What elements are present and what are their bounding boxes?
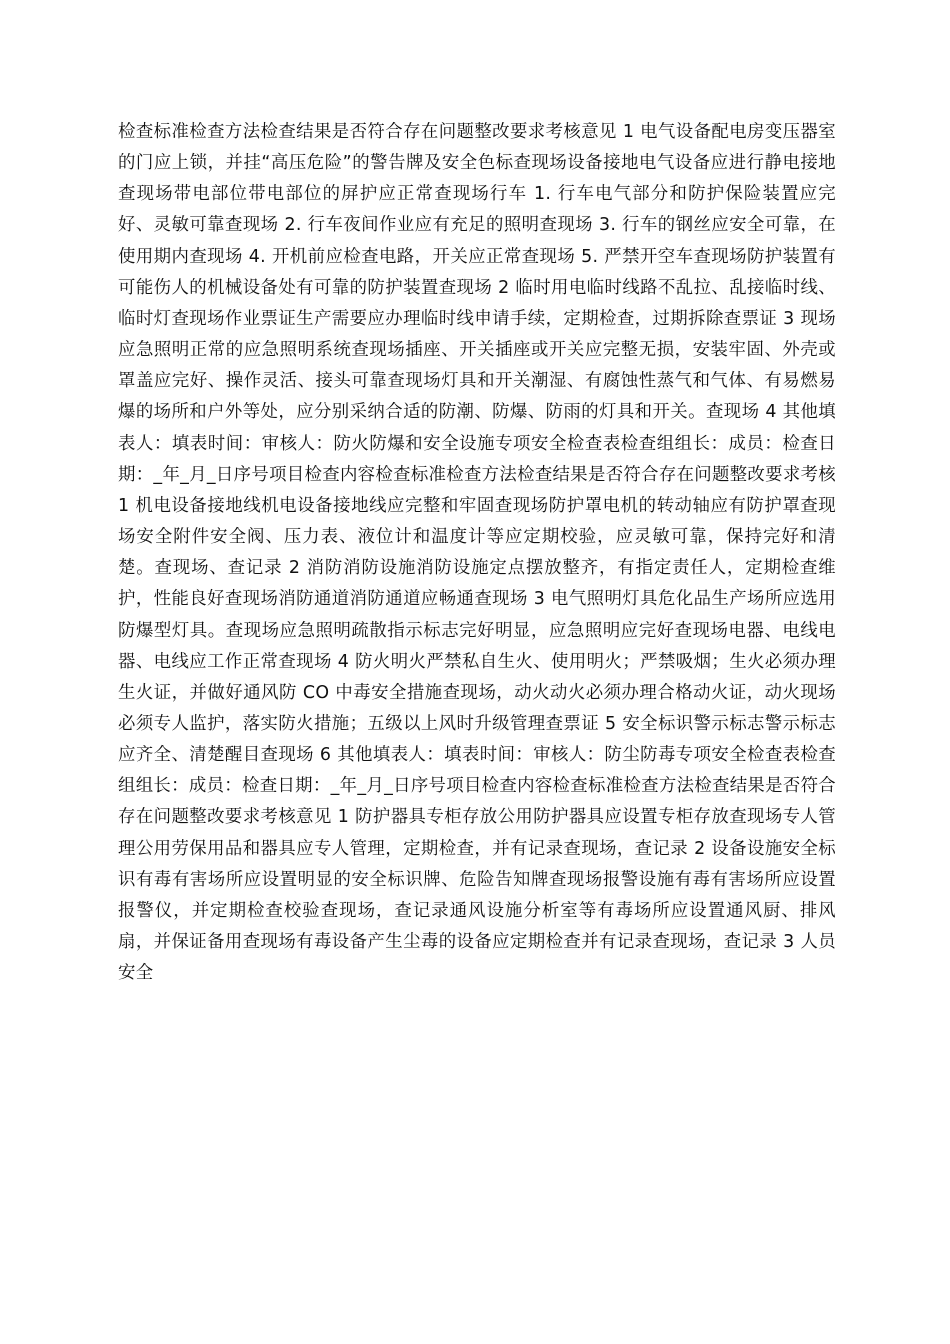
document-body-text: 检查标准检查方法检查结果是否符合存在问题整改要求考核意见 1 电气设备配电房变压器室的门应上锁，并挂“高压危险”的警告牌及安全色标查现场设备接地电气设备应进行静电接地查现场带电部位带电部位的屏护应正常查现场行车 1. 行车电气部分和防护保险装置应完好、灵敏可靠查现场 2. 行车夜间作业应有充足的照明查现场 3. 行车的钢丝应安全可靠，在使用期内查现场 4. 开机前应检查电路，开关应正常查现场 5. 严禁开空车查现场防护装置有可能伤人的机械设备处有可靠的防护装置查现场 2 临时用电临时线路不乱拉、乱接临时线、临时灯查现场作业票证生产需要应办理临时线申请手续，定期检查，过期拆除查票证 3 现场应急照明正常的应急照明系统查现场插座、开关插座或开关应完整无损，安装牢固、外壳或罩盖应完好、操作灵活、接头可靠查现场灯具和开关潮湿、有腐蚀性蒸气和气体、有易燃易爆的场所和户外等处，应分别采纳合适的防潮、防爆、防雨的灯具和开关。查现场 4 其他填表人：填表时间：审核人：防火防爆和安全设施专项安全检查表检查组组长：成员：检查日期：_年_月_日序号项目检查内容检查标准检查方法检查结果是否符合存在问题整改要求考核 1 机电设备接地线机电设备接地线应完整和牢固查现场防护罩电机的转动轴应有防护罩查现场安全附件安全阀、压力表、液位计和温度计等应定期校验，应灵敏可靠，保持完好和清楚。查现场、查记录 2 消防消防设施消防设施定点摆放整齐，有指定责任人，定期检查维护，性能良好查现场消防通道消防通道应畅通查现场 3 电气照明灯具危化品生产场所应选用防爆型灯具。查现场应急照明疏散指示标志完好明显，应急照明应完好查现场电器、电线电器、电线应工作正常查现场 4 防火明火严禁私自生火、使用明火；严禁吸烟；生火必须办理生火证，并做好通风防 CO 中毒安全措施查现场，动火动火必须办理合格动火证，动火现场必须专人监护，落实防火措施；五级以上风时升级管理查票证 5 安全标识警示标志警示标志应齐全、清楚醒目查现场 6 其他填表人：填表时间：审核人：防尘防毒专项安全检查表检查组组长：成员：检查日期：_年_月_日序号项目检查内容检查标准检查方法检查结果是否符合存在问题整改要求考核意见 1 防护器具专柜存放公用防护器具应设置专柜存放查现场专人管理公用劳保用品和器具应专人管理，定期检查，并有记录查现场，查记录 2 设备设施安全标识有毒有害场所应设置明显的安全标识牌、危险告知牌查现场报警设施有毒有害场所应设置报警仪，并定期检查校验查现场，查记录通风设施分析室等有毒场所应设置通风厨、排风扇，并保证备用查现场有毒设备产生尘毒的设备应定期检查并有记录查现场，查记录 3 人员安全: [118, 122, 836, 984]
